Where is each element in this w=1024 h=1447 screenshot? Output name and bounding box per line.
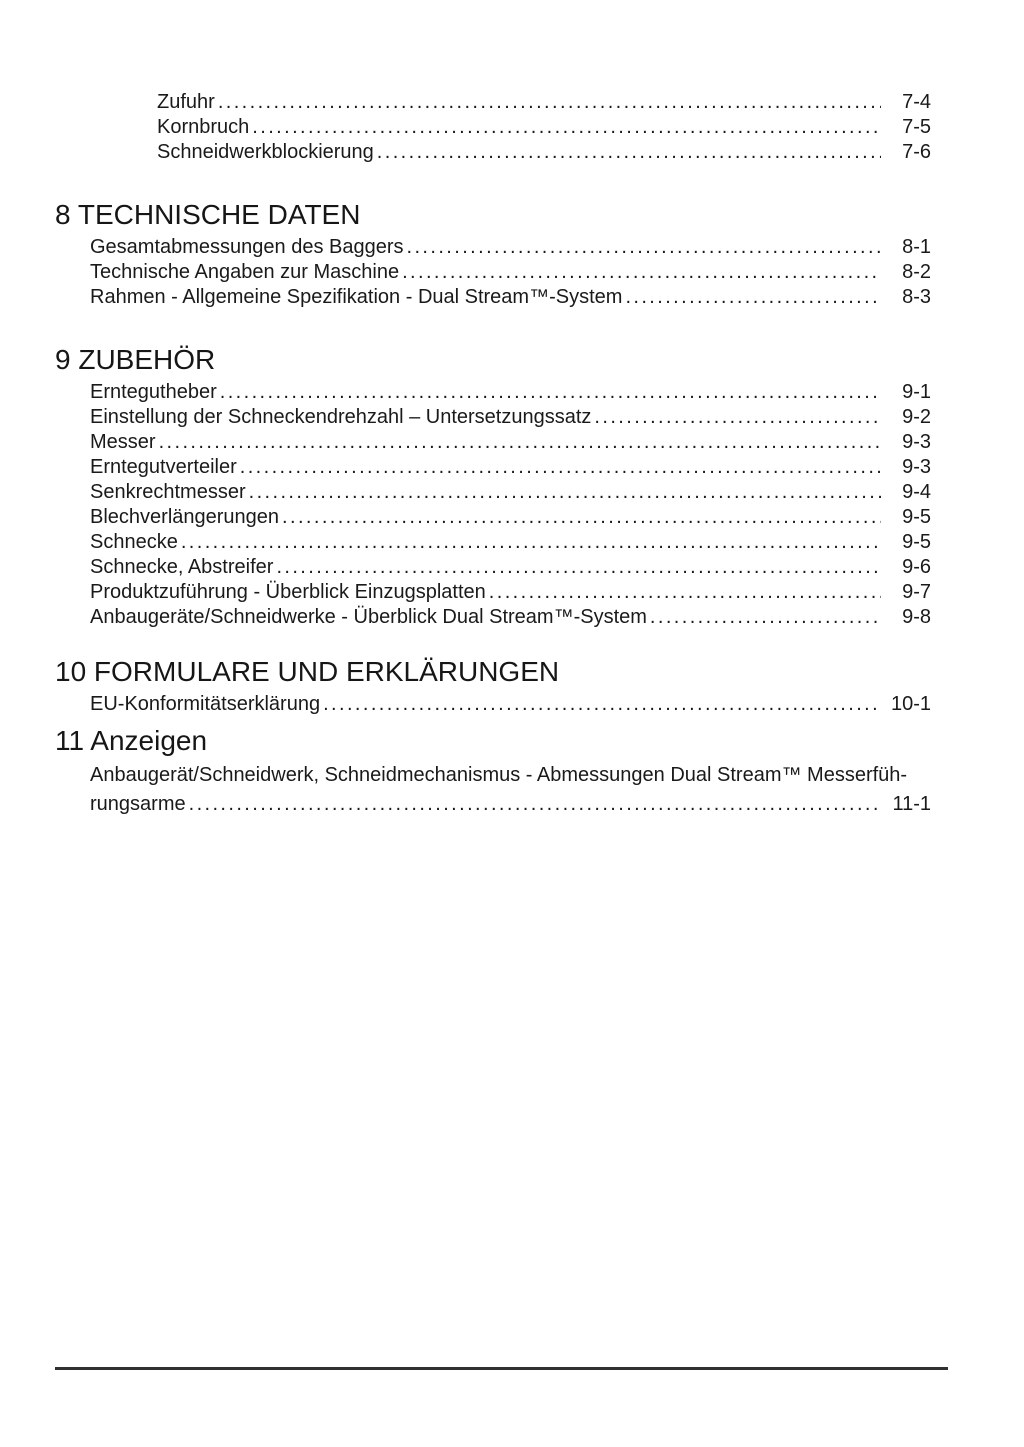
dot-leader: [402, 260, 881, 285]
toc-section-10: [55, 654, 931, 717]
toc-entry-title: Schnecke, Abstreifer: [90, 556, 274, 578]
toc-entry-page: 8-2: [902, 261, 931, 283]
toc-entry-page: 9-4: [902, 481, 931, 503]
toc-entry-page: 9-2: [902, 406, 931, 428]
toc-entry: [90, 580, 931, 605]
toc-entry: [90, 692, 931, 717]
toc-entry-title: Erntegutverteiler: [90, 456, 237, 478]
toc-entry: [90, 455, 931, 480]
dot-leader: [625, 285, 881, 310]
toc-section-9-entries: [90, 380, 931, 630]
toc-entry-page: 8-1: [902, 236, 931, 258]
dot-leader: [407, 235, 881, 260]
toc-section-9: [55, 342, 931, 630]
toc-entry-title: Messer: [90, 431, 156, 453]
toc-entry-page: 9-6: [902, 556, 931, 578]
toc-entry: [90, 530, 931, 555]
toc-entry: [90, 260, 931, 285]
toc-entry: [90, 430, 931, 455]
toc-entry: [90, 605, 931, 630]
dot-leader: [189, 790, 881, 819]
toc-entry-title: Anbaugerät/Schneidwerk, Schneidmechanismus - Abmessungen Dual Stream™ Messerfüh-: [90, 764, 908, 786]
toc-entry-page: 7-5: [902, 116, 931, 138]
toc-entry-page: 11-1: [892, 793, 931, 815]
dot-leader: [276, 555, 881, 580]
footer-rule: [55, 1367, 948, 1370]
toc-entry-page: 9-5: [902, 506, 931, 528]
toc-entry-page: 9-3: [902, 456, 931, 478]
toc-entry: [157, 140, 931, 165]
toc-entry: [90, 761, 931, 790]
toc-section-7: [55, 90, 931, 165]
toc-entry: [157, 90, 931, 115]
toc-entry-title: Einstellung der Schneckendrehzahl – Untersetzungssatz: [90, 406, 592, 428]
dot-leader: [377, 140, 881, 165]
toc-entry-page: 7-4: [902, 91, 931, 113]
toc-entry-page: 9-7: [902, 581, 931, 603]
toc-entry-title: Zufuhr: [157, 91, 215, 113]
toc-entry-title: Schneidwerkblockierung: [157, 141, 374, 163]
toc-entry-page: 9-5: [902, 531, 931, 553]
section-heading: 8 TECHNISCHE DATEN: [55, 199, 361, 230]
toc-entry: [90, 285, 931, 310]
toc-section-11-entries: [90, 761, 931, 819]
dot-leader: [181, 530, 881, 555]
toc-entry-title: Blechverlängerungen: [90, 506, 280, 528]
toc-entry: [90, 505, 931, 530]
toc-entry-page: 10-1: [890, 693, 931, 715]
section-heading: 10 FORMULARE UND ERKLÄRUNGEN: [55, 656, 560, 687]
toc-section-8-entries: [90, 235, 931, 310]
toc-entry-continuation: [90, 790, 931, 819]
dot-leader: [489, 580, 881, 605]
dot-leader: [594, 405, 881, 430]
toc-entry-title-continued: rungsarme: [90, 793, 186, 815]
toc-section-11: [55, 723, 931, 819]
toc-entry-title: Technische Angaben zur Maschine: [90, 261, 400, 283]
toc-section-10-entries: [90, 692, 931, 717]
dot-leader: [323, 692, 881, 717]
dot-leader: [650, 605, 881, 630]
toc-entry: [90, 555, 931, 580]
dot-leader: [159, 430, 881, 455]
toc-entry-title: EU-Konformitätserklärung: [90, 693, 321, 715]
toc-entry: [90, 480, 931, 505]
toc-entry-title: Gesamtabmessungen des Baggers: [90, 236, 404, 258]
toc-entry-page: 7-6: [902, 141, 931, 163]
toc-entry-page: 9-8: [902, 606, 931, 628]
dot-leader: [282, 505, 881, 530]
toc-entry: [157, 115, 931, 140]
toc-entry-page: 8-3: [902, 286, 931, 308]
toc-entry-title: Schnecke: [90, 531, 178, 553]
toc-entry: [90, 235, 931, 260]
section-heading: 9 ZUBEHÖR: [55, 344, 216, 375]
toc-entry-title: Anbaugeräte/Schneidwerke - Überblick Dual Stream™-System: [90, 606, 647, 628]
table-of-contents: [55, 90, 931, 819]
dot-leader: [249, 480, 881, 505]
toc-entry-title: Rahmen - Allgemeine Spezifikation - Dual Stream™-System: [90, 286, 623, 308]
toc-entry: [90, 380, 931, 405]
toc-entry-title: Produktzuführung - Überblick Einzugsplatten: [90, 581, 486, 603]
toc-section-8: [55, 197, 931, 310]
toc-entry: [90, 405, 931, 430]
dot-leader: [218, 90, 881, 115]
toc-entry-page: 9-1: [902, 381, 931, 403]
dot-leader: [240, 455, 881, 480]
toc-entry-title: Senkrechtmesser: [90, 481, 246, 503]
toc-section-7-entries: [157, 90, 931, 165]
toc-entry-page: 9-3: [902, 431, 931, 453]
toc-entry-title: Erntegutheber: [90, 381, 217, 403]
dot-leader: [220, 380, 881, 405]
dot-leader: [252, 115, 881, 140]
toc-entry-title: Kornbruch: [157, 116, 250, 138]
section-heading: 11 Anzeigen: [55, 725, 208, 756]
